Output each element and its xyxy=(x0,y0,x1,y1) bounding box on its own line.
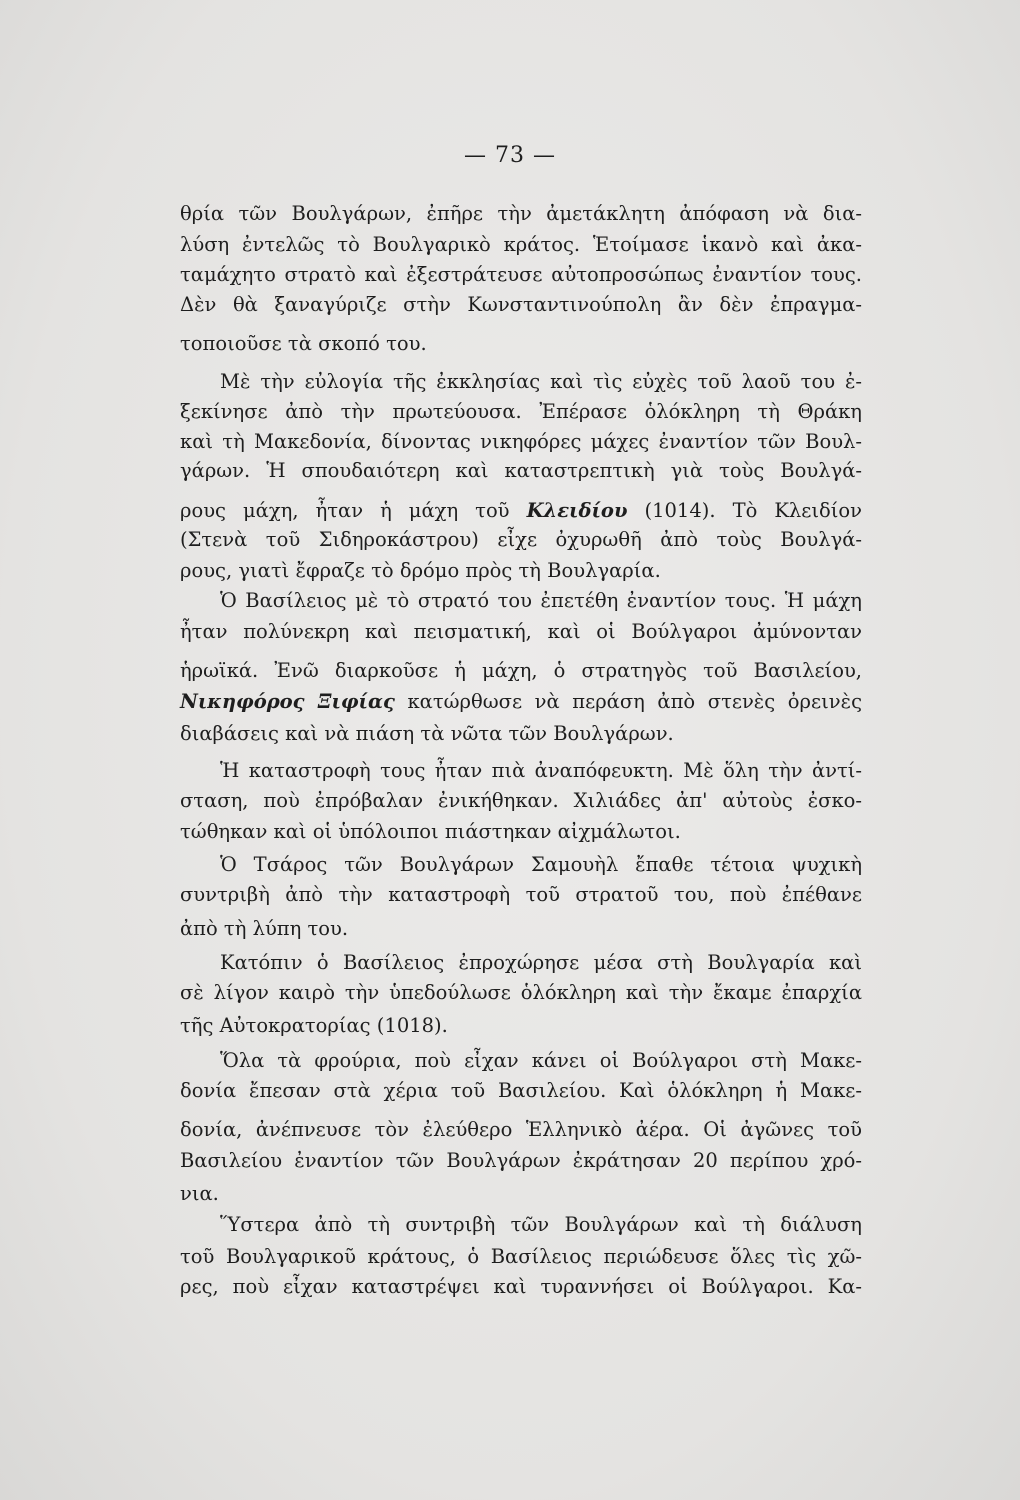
text-line: τοῦ Βουλγαρικοῦ κράτους, ὁ Βασίλειος περιώδευσε ὅλες τὶς χῶ- xyxy=(180,1245,862,1268)
text-line: νια. xyxy=(180,1182,219,1205)
text-segment: (1014). Τὸ Κλειδίον xyxy=(644,499,862,522)
text-line: ρους, γιατὶ ἔφραζε τὸ δρόμο πρὸς τὴ Βουλγαρία. xyxy=(180,559,661,582)
text-line: δονία ἔπεσαν στὰ χέρια τοῦ Βασιλείου. Καὶ ὁλόκληρη ἡ Μακε- xyxy=(180,1079,862,1102)
text-line: τώθηκαν καὶ οἱ ὑπόλοιποι πιάστηκαν αἰχμάλωτοι. xyxy=(180,820,681,843)
text-line: καὶ τὴ Μακεδονία, δίνοντας νικηφόρες μάχες ἐναντίον τῶν Βουλ- xyxy=(180,430,862,453)
text-line xyxy=(180,688,862,716)
text-line: Κατόπιν ὁ Βασίλειος ἐπροχώρησε μέσα στὴ Βουλγαρία καὶ xyxy=(220,951,862,974)
text-line: θρία τῶν Βουλγάρων, ἐπῆρε τὴν ἀμετάκλητη ἀπόφαση νὰ δια- xyxy=(180,202,862,225)
text-line: λύση ἐντελῶς τὸ Βουλγαρικὸ κράτος. Ἑτοίμασε ἱκανὸ καὶ ἀκα- xyxy=(180,233,862,256)
text-line: Βασιλείου ἐναντίον τῶν Βουλγάρων ἐκράτησαν 20 περίπου χρό- xyxy=(180,1149,862,1172)
text-line: δονία, ἀνέπνευσε τὸν ἐλεύθερο Ἑλληνικὸ ἀέρα. Οἱ ἀγῶνες τοῦ xyxy=(180,1118,862,1141)
text-line: σταση, ποὺ ἐπρόβαλαν ἐνικήθηκαν. Χιλιάδες ἀπ' αὐτοὺς ἐσκο- xyxy=(180,789,862,812)
text-line: τοποιοῦσε τὰ σκοπό του. xyxy=(180,332,427,355)
emphasis-nikiforos-xifias: Νικηφόρος Ξιφίας xyxy=(180,690,395,713)
text-line xyxy=(180,497,862,525)
text-segment: κατώρθωσε νὰ περάση ἀπὸ στενὲς ὀρεινὲς xyxy=(407,690,862,713)
text-line: Ἡ καταστροφὴ τους ἦταν πιὰ ἀναπόφευκτη. Μὲ ὅλη τὴν ἀντί- xyxy=(220,759,862,782)
text-line: ἀπὸ τὴ λύπη του. xyxy=(180,917,349,940)
text-line: γάρων. Ἡ σπουδαιότερη καὶ καταστρεπτικὴ γιὰ τοὺς Βουλγά- xyxy=(180,459,862,482)
text-line: Ὁ Τσάρος τῶν Βουλγάρων Σαμουὴλ ἔπαθε τέτοια ψυχικὴ xyxy=(220,853,862,876)
text-line: ἦταν πολύνεκρη καὶ πεισματική, καὶ οἱ Βούλγαροι ἀμύνονταν xyxy=(180,620,862,643)
emphasis-kleidion: Κλειδίου xyxy=(526,499,628,522)
text-line: (Στενὰ τοῦ Σιδηροκάστρου) εἶχε ὀχυρωθῆ ἀπὸ τοὺς Βουλγά- xyxy=(180,528,862,551)
text-line: ἡρωϊκά. Ἐνῶ διαρκοῦσε ἡ μάχη, ὁ στρατηγὸς τοῦ Βασιλείου, xyxy=(180,659,862,682)
text-line: διαβάσεις καὶ νὰ πιάση τὰ νῶτα τῶν Βουλγάρων. xyxy=(180,722,674,745)
text-line: Ὁ Βασίλειος μὲ τὸ στρατό του ἐπετέθη ἐναντίον τους. Ἡ μάχη xyxy=(220,589,862,612)
text-line: σὲ λίγον καιρὸ τὴν ὑπεδούλωσε ὁλόκληρη καὶ τὴν ἔκαμε ἐπαρχία xyxy=(180,981,862,1004)
text-line: ταμάχητο στρατὸ καὶ ἐξεστράτευσε αὐτοπροσώπως ἐναντίον τους. xyxy=(180,263,862,286)
text-line: ρες, ποὺ εἶχαν καταστρέψει καὶ τυραννήσει οἱ Βούλγαροι. Κα- xyxy=(180,1275,862,1298)
text-line: Μὲ τὴν εὐλογία τῆς ἐκκλησίας καὶ τὶς εὐχὲς τοῦ λαοῦ του ἐ- xyxy=(220,370,862,393)
text-segment: ρους μάχη, ἦταν ἡ μάχη τοῦ xyxy=(180,499,510,522)
text-line: Ὅλα τὰ φρούρια, ποὺ εἶχαν κάνει οἱ Βούλγαροι στὴ Μακε- xyxy=(220,1049,862,1072)
text-line: τῆς Αὐτοκρατορίας (1018). xyxy=(180,1014,448,1037)
text-line: Ὕστερα ἀπὸ τὴ συντριβὴ τῶν Βουλγάρων καὶ τὴ διάλυση xyxy=(220,1213,862,1236)
text-line: Δὲν θὰ ξαναγύριζε στὴν Κωνσταντινούπολη ἂν δὲν ἐπραγμα- xyxy=(180,293,862,316)
text-line: συντριβὴ ἀπὸ τὴν καταστροφὴ τοῦ στρατοῦ του, ποὺ ἐπέθανε xyxy=(180,883,862,906)
text-line: ξεκίνησε ἀπὸ τὴν πρωτεύουσα. Ἐπέρασε ὁλόκληρη τὴ Θράκη xyxy=(180,400,862,423)
page-number: — 73 — xyxy=(464,143,556,168)
